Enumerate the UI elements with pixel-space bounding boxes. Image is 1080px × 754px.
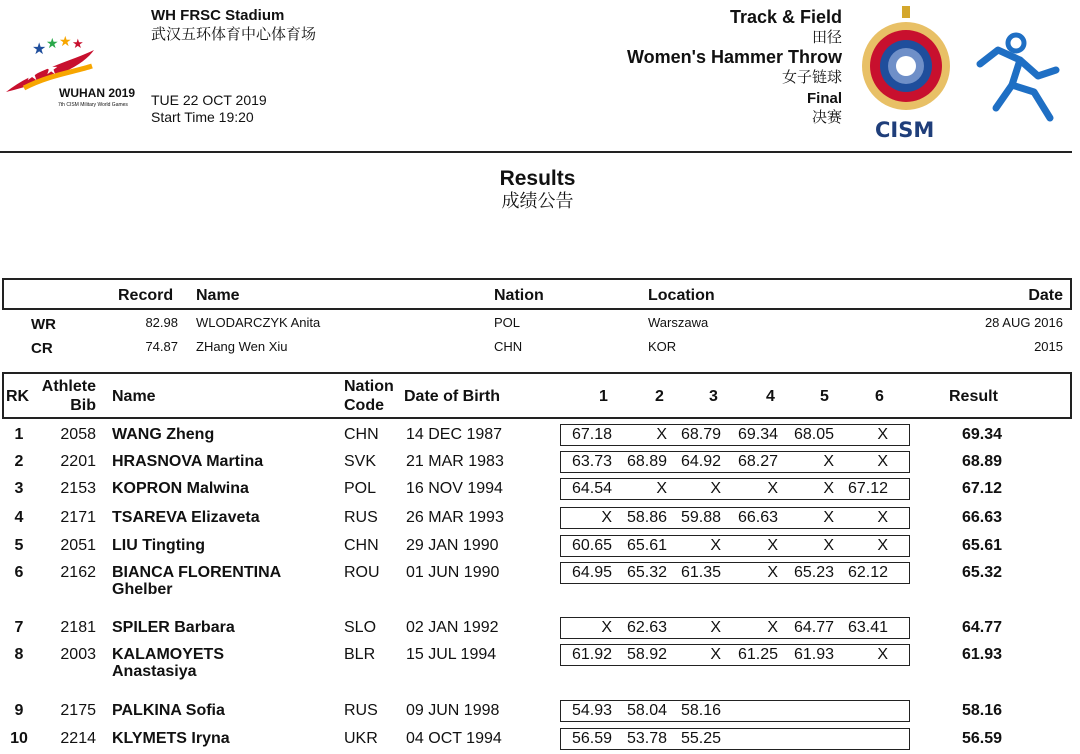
wuhan-logo [4,30,144,115]
attempt-3: X [710,537,721,554]
attempt-5: X [823,480,834,497]
col-name: Name [112,388,156,405]
attempt-2: 65.61 [626,537,667,554]
attempt-6: 67.12 [847,480,888,497]
title-en: Results [499,167,576,190]
result: 65.61 [961,537,1002,554]
attempts-box [560,617,910,639]
athlete-bib: 2162 [60,564,96,581]
date-of-birth: 15 JUL 1994 [406,646,497,663]
attempts-box [560,478,910,500]
attempt-4: 61.25 [737,646,778,663]
start-time: Start Time 19:20 [151,109,254,125]
svg-text:★: ★ [72,36,84,51]
athlete-name: KOPRON Malwina [112,480,249,497]
record-location: Warszawa [648,315,709,330]
col-bib-line1: Athlete [41,378,96,395]
nation-code: CHN [344,426,379,443]
attempt-1: 54.93 [571,702,612,719]
attempt-6: 63.41 [847,619,888,636]
attempt-6: X [877,509,888,526]
rank: 8 [14,646,24,663]
attempt-4: 66.63 [737,509,778,526]
record-nation: CHN [494,339,523,354]
athlete-name: KLYMETS Iryna [112,730,230,747]
records-col-location: Location [648,287,715,304]
attempt-4: X [767,480,778,497]
attempts-box [560,507,910,529]
attempt-3: X [710,480,721,497]
col-rk: RK [6,388,30,405]
record-date: 2015 [1034,339,1063,354]
result: 58.16 [961,702,1002,719]
attempt-2: 58.86 [626,509,667,526]
athlete-bib: 2003 [60,646,96,663]
col-result: Result [949,388,998,405]
attempt-1: X [601,619,612,636]
attempt-6: X [877,453,888,470]
page-title [0,167,1075,212]
attempt-6: X [877,537,888,554]
venue-name-cn: 武汉五环体育中心体育场 [151,26,317,43]
attempt-3: 58.16 [680,702,721,719]
athlete-name-line2: Anastasiya [112,663,197,680]
attempts-box [560,700,910,722]
attempts-box [560,535,910,557]
col-attempt-6: 6 [875,388,884,405]
venue-name: WH FRSC Stadium [151,7,285,24]
attempt-2: 53.78 [626,730,667,747]
athlete-name: SPILER Barbara [112,619,235,636]
attempt-3: 59.88 [680,509,721,526]
athletics-pictogram-icon [972,30,1072,125]
attempt-3: X [710,646,721,663]
nation-code: CHN [344,537,379,554]
attempt-4: X [767,564,778,581]
attempt-5: 61.93 [793,646,834,663]
sport-name-cn: 田径 [811,29,842,46]
result: 64.77 [961,619,1002,636]
attempt-5: 68.05 [793,426,834,443]
venue-block [151,6,316,44]
attempt-6: X [877,426,888,443]
logo-subtext: 7th CISM Military World Games [58,102,128,108]
record-holder-name: ZHang Wen Xiu [196,339,288,354]
result: 56.59 [961,730,1002,747]
athlete-name: HRASNOVA Martina [112,453,264,470]
attempt-2: 58.04 [626,702,667,719]
cism-logo [856,4,956,144]
col-attempt-3: 3 [709,388,718,405]
record-type: CR [31,340,53,357]
attempt-2: 58.92 [626,646,667,663]
date-of-birth: 01 JUN 1990 [406,564,500,581]
attempt-1: 64.54 [571,480,612,497]
attempt-5: X [823,453,834,470]
date-of-birth: 26 MAR 1993 [406,509,504,526]
date-of-birth: 29 JAN 1990 [406,537,499,554]
athlete-name: BIANCA FLORENTINA [112,564,282,581]
nation-code: SLO [344,619,377,636]
rank: 10 [10,730,28,747]
event-name-cn: 女子链球 [781,69,842,86]
athlete-bib: 2201 [60,453,96,470]
record-holder-name: WLODARCZYK Anita [196,315,321,330]
attempt-5: 65.23 [793,564,834,581]
date-of-birth: 04 OCT 1994 [406,730,502,747]
col-nation-line2: Code [344,397,384,414]
event-date: TUE 22 OCT 2019 [151,92,267,108]
attempt-1: 56.59 [571,730,612,747]
attempt-4: X [767,619,778,636]
attempts-box [560,562,910,584]
col-dob: Date of Birth [404,388,500,405]
athlete-name: KALAMOYETS [112,646,224,663]
attempt-2: 68.89 [626,453,667,470]
record-value: 74.87 [145,339,178,354]
results-header-box [2,372,1072,419]
athlete-name: LIU Tingting [112,537,206,554]
rank: 4 [14,509,24,526]
header-divider [0,151,1072,153]
result: 61.93 [961,646,1002,663]
athlete-bib: 2153 [60,480,96,497]
attempt-2: 62.63 [626,619,667,636]
date-of-birth: 02 JAN 1992 [406,619,499,636]
svg-text:★: ★ [24,64,41,84]
attempt-2: X [656,426,667,443]
nation-code: POL [344,480,377,497]
col-nation-line1: Nation [344,378,394,395]
attempt-3: 55.25 [680,730,721,747]
athlete-bib: 2051 [60,537,96,554]
phase-name: Final [806,90,842,107]
attempts-box [560,728,910,750]
rank: 5 [14,537,24,554]
sport-name: Track & Field [729,7,842,27]
result: 66.63 [961,509,1002,526]
attempt-5: X [823,509,834,526]
athlete-name: WANG Zheng [112,426,215,443]
nation-code: SVK [344,453,377,470]
athlete-name: TSAREVA Elizaveta [112,509,260,526]
attempt-1: 60.65 [571,537,612,554]
title-cn: 成绩公告 [501,191,574,211]
athlete-bib: 2214 [60,730,96,747]
col-attempt-5: 5 [820,388,829,405]
nation-code: BLR [344,646,376,663]
result: 68.89 [961,453,1002,470]
athlete-bib: 2181 [60,619,96,636]
attempt-3: X [710,619,721,636]
record-location: KOR [648,339,677,354]
record-value: 82.98 [145,315,178,330]
records-col-record: Record [118,287,174,304]
attempt-2: X [656,480,667,497]
svg-text:★: ★ [46,35,59,51]
date-of-birth: 14 DEC 1987 [406,426,503,443]
svg-text:★: ★ [32,41,47,58]
attempt-1: 64.95 [571,564,612,581]
record-type: WR [31,316,56,333]
record-nation: POL [494,315,521,330]
attempt-4: 68.27 [737,453,778,470]
result: 65.32 [961,564,1002,581]
attempt-3: 61.35 [680,564,721,581]
athlete-name-line2: Ghelber [112,581,173,598]
athlete-bib: 2171 [60,509,96,526]
record-date: 28 AUG 2016 [984,315,1063,330]
records-col-date: Date [1028,287,1063,304]
rank: 1 [14,426,24,443]
col-nation [344,377,394,415]
attempt-5: X [823,537,834,554]
event-block [627,7,842,127]
phase-name-cn: 决赛 [811,109,842,126]
attempts-box [560,644,910,666]
rank: 9 [14,702,24,719]
attempt-4: X [767,537,778,554]
date-of-birth: 21 MAR 1983 [406,453,504,470]
records-col-nation: Nation [494,287,544,304]
athlete-bib: 2058 [60,426,96,443]
rank: 6 [14,564,24,581]
col-attempt-2: 2 [655,388,664,405]
attempt-2: 65.32 [626,564,667,581]
date-of-birth: 16 NOV 1994 [406,480,503,497]
attempts-box [560,424,910,446]
athlete-bib: 2175 [60,702,96,719]
date-block [151,92,267,126]
result: 67.12 [961,480,1002,497]
rank: 2 [14,453,24,470]
nation-code: RUS [344,702,378,719]
cism-text: CISM [875,118,935,142]
attempt-1: X [601,509,612,526]
attempt-3: 64.92 [680,453,721,470]
nation-code: RUS [344,509,378,526]
result: 69.34 [961,426,1002,443]
attempt-6: 62.12 [847,564,888,581]
rank: 7 [14,619,24,636]
attempt-1: 67.18 [571,426,612,443]
attempt-5: 64.77 [793,619,834,636]
attempt-3: 68.79 [680,426,721,443]
col-attempt-4: 4 [766,388,775,405]
col-attempt-1: 1 [599,388,608,405]
nation-code: UKR [344,730,378,747]
athlete-name: PALKINA Sofia [112,702,225,719]
attempt-1: 63.73 [571,453,612,470]
logo-text: WUHAN 2019 [59,86,136,100]
rank: 3 [14,480,24,497]
attempt-1: 61.92 [571,646,612,663]
svg-text:★: ★ [59,33,72,49]
col-bib-line2: Bib [70,397,96,414]
svg-text:★: ★ [44,61,59,78]
attempt-4: 69.34 [737,426,778,443]
nation-code: ROU [344,564,380,581]
records-col-name: Name [196,287,240,304]
event-name: Women's Hammer Throw [627,47,842,67]
attempts-box [560,451,910,473]
col-bib [36,377,96,415]
date-of-birth: 09 JUN 1998 [406,702,500,719]
attempt-6: X [877,646,888,663]
